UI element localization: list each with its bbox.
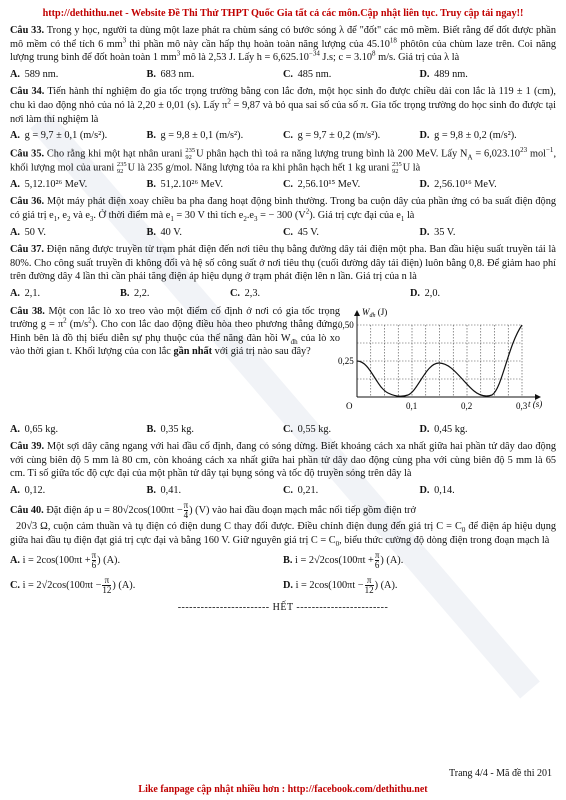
answers-40 (10, 551, 556, 595)
graph-xtick-01: 0,1 (406, 400, 418, 411)
end-marker: ------------------------ HẾT ------------------------ (177, 601, 389, 613)
answer-d[interactable]: D. 2,56.10¹⁶ MeV. (419, 178, 497, 190)
answer-b[interactable]: B. 0,41. (146, 484, 182, 496)
answer-b[interactable]: B. g = 9,8 ± 0,1 (m/s²). (146, 130, 244, 142)
graph-origin: O (346, 400, 353, 411)
question-36: Câu 36. Một máy phát điện xoay chiều ba pha đang hoạt động bình thường. Trong ba cuộn dây của phần ứng có ba suất điện động có giá trị $e_1$, $e_2$ và $e_3$. Ở thời điểm mà $e_1 = 30$ V thì tích $e_2.e_3$ = − 300 $(V^2)$. Giá trị cực đại của $e_1$ là (10, 196, 556, 223)
graph-xlabel: t (s) (528, 398, 543, 409)
answer-d[interactable]: D. 0,14. (419, 484, 455, 496)
answer-d[interactable]: D. 489 nm. (419, 68, 468, 80)
answer-d[interactable]: D. g = 9,8 ± 0,2 (m/s²). (419, 130, 517, 142)
answer-b[interactable]: B. 40 V. (146, 226, 182, 238)
answer-b[interactable]: B. 51,2.10²⁶ MeV. (146, 178, 224, 190)
exam-content (10, 24, 556, 614)
answers-36 (10, 226, 556, 240)
question-35: Câu 35. Cho rằng khi một hạt nhân urani 235 92 U phân hạch thì toả ra năng lượng trung bình là 200 MeV. Lấy $N_A = 6,023.10^{23}$ mol$^{-1}$, khối lượng mol của urani 235 92 U là 235 g/mol. Năng lượng tỏa ra khi phân hạch hết 1 kg urani 235 92 U là (10, 145, 557, 175)
question-38-block (10, 305, 556, 423)
graph-ytick-025: 0,25 (338, 355, 354, 366)
answer-c[interactable]: C. 0,55 kg. (283, 423, 332, 435)
graph-ylabel: $W_{đh}$ (J) (362, 306, 388, 319)
question-number: Câu 33. (10, 25, 45, 36)
answer-a[interactable]: A. 0,12. (10, 484, 46, 496)
answer-a[interactable]: A. 50 V. (10, 226, 46, 238)
answer-d[interactable]: D. i = 2cos(100πt − $\frac{\pi}{12}$ ) (A). (283, 574, 398, 595)
page-footer: Trang 4/4 - Mã đề thi 201 (449, 768, 552, 779)
answer-a[interactable]: A. 0,65 kg. (10, 423, 59, 435)
question-33: Câu 33. Trong y học, người ta dùng một laze phát ra chùm sáng có bước sóng λ để "đốt" các mô mềm. Biết rằng để đốt được phần mô mềm có thể tích 6 $mm^3$ thì phần mô này cần hấp thụ hoàn toàn năng lượng của 45.10$^{18}$ phôtôn của chùm laze trên. Coi năng lượng trung bình để đốt hoàn toàn 1 $mm^3$ mô là 2,53 J. Lấy $h = 6,625.10^{-34}$ J.s; $c = 3.10^8$ m/s. Giá trị của λ là (10, 25, 556, 64)
answer-a[interactable]: A. 5,12.10²⁶ MeV. (10, 178, 88, 190)
graph-xtick-02: 0,2 (461, 400, 473, 411)
answers-37 (10, 287, 441, 301)
question-38: Câu 38. Một con lắc lò xo treo vào một điểm cố định ở nơi có gia tốc trọng trường $g = \pi^2$ $(m/s^2)$. Cho con lắc dao động điều hòa theo phương thẳng đứng. Hình bên là đồ thị biểu diễn sự phụ thuộc của thế năng đàn hồi $W_{đh}$ của lò xo vào thời gian t. Khối lượng của con lắc gần nhất với giá trị nào sau đây? (10, 305, 341, 358)
answer-a[interactable]: A. 2,1. (10, 287, 41, 299)
question-37: Câu 37. Điện năng được truyền từ trạm phát điện đến nơi tiêu thụ bằng đường dây tải điện một pha. Ban đầu hiệu suất truyền tải là 80%. Cho công suất truyền đi không đổi và hệ số công suất ở nơi tiêu thụ (cuối đường dây tải điện) luôn bằng 0,8. Để giảm hao phí trên đường dây 4 lần thì cần phải tăng điện áp hiệu dụng ở trạm phát điện lên n lần. Giá trị của n là (10, 244, 556, 283)
answer-b[interactable]: B. 683 nm. (146, 68, 195, 80)
question-40: Câu 40. Đặt điện áp u = 80√2cos(100πt − $\frac{\pi}{4}$ ) (V) vào hai đầu đoạn mạch mắc nối tiếp gồm điện trở 20√3 Ω, cuộn cảm thuần và tụ điện có điện dung C thay đổi được. Điều chỉnh điện dung đến giá trị $C = C_0$ để điện áp hiệu dụng giữa hai đầu tụ điện đạt giá trị cực đại và bằng 160 V. Giữ nguyên giá trị $C = C_0$, biểu thức cường độ dòng điện trong đoạn mạch là (10, 500, 556, 549)
answer-b[interactable]: B. 0,35 kg. (146, 423, 194, 435)
answer-d[interactable]: D. 35 V. (419, 226, 456, 238)
graph-xtick-03: 0,3 (516, 400, 528, 411)
answer-c[interactable]: C. 485 nm. (283, 68, 332, 80)
answer-a[interactable]: A. g = 9,7 ± 0,1 (m/s²). (10, 130, 108, 142)
graph-ytick-050: 0,50 (338, 319, 354, 330)
graph-svg (340, 305, 550, 423)
answer-c[interactable]: C. 2,3. (230, 287, 261, 299)
answer-b[interactable]: B. i = 2√2cos(100πt + $\frac{\pi}{6}$ ) (A). (283, 549, 404, 570)
answer-c[interactable]: C. 2,56.10¹⁵ MeV. (283, 178, 361, 190)
graph-grid (357, 325, 522, 397)
answer-a[interactable]: A. i = 2cos(100πt + $\frac{\pi}{6}$ ) (A). (10, 549, 121, 570)
answer-b[interactable]: B. 2,2. (120, 287, 150, 299)
answers-35 (10, 178, 556, 192)
energy-time-graph (340, 305, 550, 423)
answer-c[interactable]: C. 0,21. (283, 484, 319, 496)
answer-d[interactable]: D. 2,0. (410, 287, 441, 299)
answers-38 (10, 423, 556, 437)
answers-34 (10, 129, 556, 143)
question-39: Câu 39. Một sợi dây căng ngang với hai đầu cố định, đang có sóng dừng. Biết khoảng cách xa nhất giữa hai phần tử dây dao động với cùng biên độ 5 mm là 80 cm, còn khoảng cách xa nhất giữa hai phần tử dây dao động cùng pha với cùng biên độ 5 mm là 65 cm. Tỉ số giữa tốc độ cực đại của một phần tử dây tại bụng sóng và tốc độ truyền sóng trên dây là (10, 441, 556, 480)
site-header-banner[interactable]: http://dethithu.net - Website Đề Thi Thử THPT Quốc Gia tất cả các môn.Cập nhật liên tục. Truy cập tải ngay!! (42, 8, 524, 19)
answers-39 (10, 484, 556, 498)
answer-d[interactable]: D. 0,45 kg. (419, 423, 468, 435)
answer-c[interactable]: C. g = 9,7 ± 0,2 (m/s²). (283, 130, 381, 142)
answer-c[interactable]: C. i = 2√2cos(100πt − $\frac{\pi}{12}$ ) (A). (10, 574, 136, 595)
graph-axes (357, 311, 540, 397)
answer-c[interactable]: C. 45 V. (283, 226, 319, 238)
fanpage-link[interactable]: Like fanpage cập nhật nhiều hơn : http://facebook.com/dethithu.net (138, 784, 428, 795)
answers-33 (10, 68, 556, 82)
question-34: Câu 34. Tiến hành thí nghiệm đo gia tốc trọng trường bằng con lắc đơn, một học sinh đo được chiều dài con lắc là 119 ± 1 (cm), chu kì dao động nhỏ của nó là 2,20 ± 0,01 (s). Lấy $\pi^2 = 9,87$ và bỏ qua sai số của số π. Gia tốc trọng trường do học sinh đo được tại nơi làm thí nghiệm là (10, 86, 557, 125)
answer-a[interactable]: A. 589 nm. (10, 68, 59, 80)
